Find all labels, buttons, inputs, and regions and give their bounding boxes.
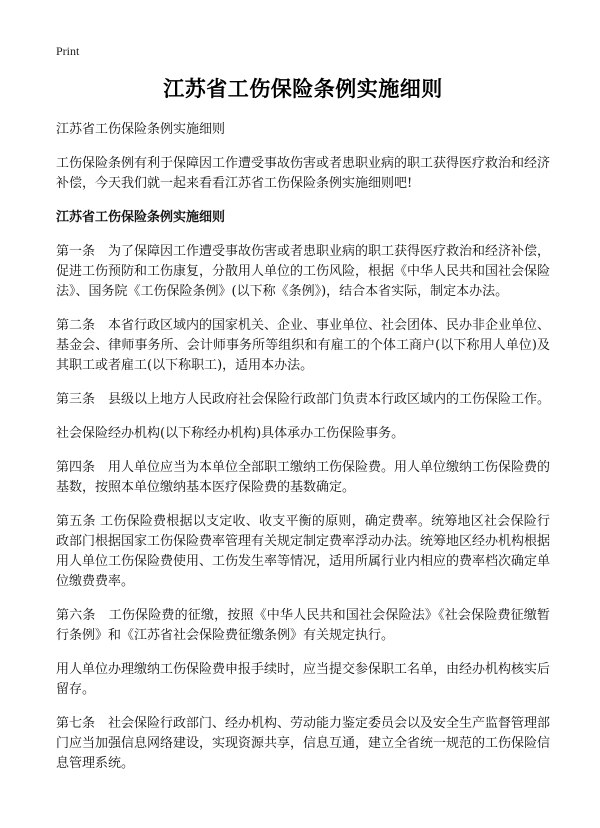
intro-paragraph: 工伤保险条例有利于保障因工作遭受事故伤害或者患职业病的职工获得医疗救治和经济补偿，今天我们就一起来看看江苏省工伤保险条例实施细则吧!	[56, 156, 551, 191]
article-7: 第七条 社会保险行政部门、经办机构、劳动能力鉴定委员会以及安全生产监督管理部门应当加强信息网络建设，实现资源共享，信息互通，建立全省统一规范的工伤保险信息管理系统。	[56, 716, 551, 771]
subtitle: 江苏省工伤保险条例实施细则	[56, 122, 226, 137]
article-3: 第三条 县级以上地方人民政府社会保险行政部门负责本行政区域内的工伤保险工作。	[56, 392, 551, 407]
article-4: 第四条 用人单位应当为本单位全部职工缴纳工伤保险费。用人单位缴纳工伤保险费的基数，按照本单位缴纳基本医疗保险费的基数确定。	[56, 460, 551, 495]
article-6-note: 用人单位办理缴纳工伤保险费申报手续时，应当提交参保职工名单，由经办机构核实后留存。	[56, 662, 551, 697]
article-3-note: 社会保险经办机构(以下称经办机构)具体承办工伤保险事务。	[56, 426, 405, 441]
article-2: 第二条 本省行政区域内的国家机关、企业、事业单位、社会团体、民办非企业单位、基金会、律师事务所、会计师事务所等组织和有雇工的个体工商户(以下称用人单位)及其职工或者雇工(以下称职工)，适用本办法。	[56, 318, 551, 373]
print-link[interactable]: Print	[56, 44, 80, 58]
article-6: 第六条 工伤保险费的征缴，按照《中华人民共和国社会保险法》《社会保险费征缴暂行条例》和《江苏省社会保险费征缴条例》有关规定执行。	[56, 608, 550, 643]
article-5: 第五条 工伤保险费根据以支定收、收支平衡的原则，确定费率。统筹地区社会保险行政部门根据国家工伤保险费率管理有关规定制定费率浮动办法。统筹地区经办机构根据用人单位工伤保险费使用、工伤发生率等情况，适用所属行业内相应的费率档次确定单位缴费费率。	[56, 514, 551, 589]
page-title: 江苏省工伤保险条例实施细则	[163, 77, 443, 101]
section-heading: 江苏省工伤保险条例实施细则	[56, 210, 226, 225]
article-1: 第一条 为了保障因工作遭受事故伤害或者患职业病的职工获得医疗救治和经济补偿，促进工伤预防和工伤康复，分散用人单位的工伤风险，根据《中华人民共和国社会保险法》、国务院《工伤保险条例》(以下称《条例》)，结合本省实际，制定本办法。	[56, 244, 551, 299]
